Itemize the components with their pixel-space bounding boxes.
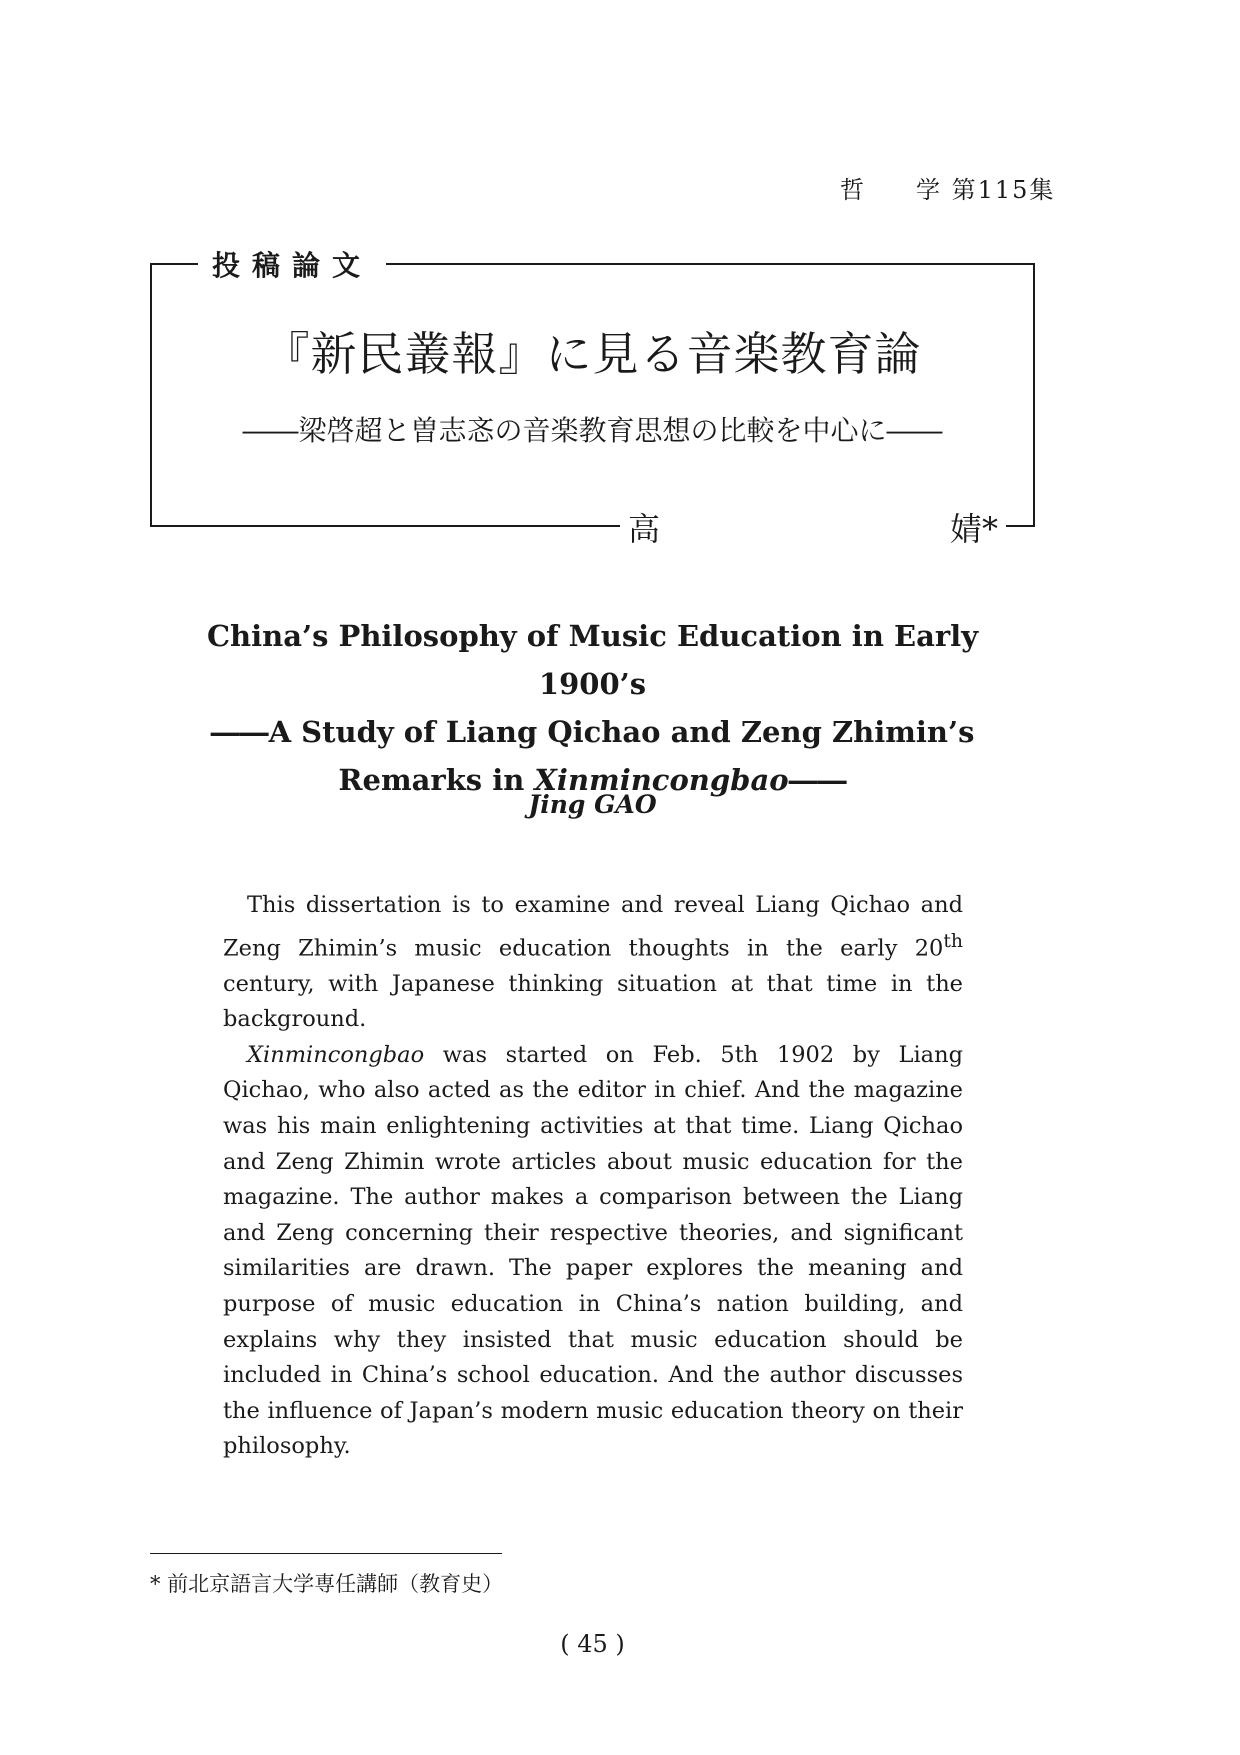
japanese-subtitle: ――梁啓超と曽志忞の音楽教育思想の比較を中心に―― xyxy=(242,414,943,447)
abstract-p1-superscript: th xyxy=(943,930,963,952)
title-frame-left xyxy=(150,263,152,526)
english-title-line1: China’s Philosophy of Music Education in Early 1900’s xyxy=(206,619,979,701)
japanese-author xyxy=(620,504,1006,550)
abstract xyxy=(223,888,963,1465)
category-label: 投稿論文 xyxy=(198,244,386,284)
footnote-rule xyxy=(150,1553,502,1554)
author-given-name: 婧* xyxy=(949,510,998,548)
footnote: * 前北京語言大学専任講師（教育史） xyxy=(150,1572,504,1596)
abstract-paragraph-2 xyxy=(223,1038,963,1465)
title-line3-suffix: ―― xyxy=(788,763,847,797)
title-frame-right xyxy=(1033,263,1035,526)
title-line3-prefix: Remarks in xyxy=(338,763,535,797)
english-title-line2: ――A Study of Liang Qichao and Zeng Zhimin’s xyxy=(210,715,975,749)
abstract-paragraph-1 xyxy=(223,888,963,1038)
journal-name-part1: 哲 xyxy=(840,176,866,204)
journal-header xyxy=(840,170,1090,205)
english-author: Jing GAO xyxy=(528,790,657,819)
page-number: ( 45 ) xyxy=(560,1630,625,1658)
english-title xyxy=(150,612,1035,804)
japanese-title: 『新民叢報』に見る音楽教育論 xyxy=(263,327,922,381)
abstract-p2-text: was started on Feb. 5th 1902 by Liang Qichao, who also acted as the editor in chief. And the magazine was his main enlightening activities at that time. Liang Qichao and Zeng Zhimin wrote articles about music education for the magazine. The author makes a comparison between the Liang and Zeng concerning their respective theories, and significant similarities are drawn. The paper explores the meaning and purpose of music education in China’s nation building, and explains why they insisted that music education should be included in China’s school education. And the author discusses the influence of Japan’s modern music education theory on their philosophy. xyxy=(223,1041,963,1460)
author-surname: 高 xyxy=(628,510,661,548)
abstract-p2-italic: Xinmincongbao xyxy=(247,1041,425,1068)
journal-name-part2: 学 第115集 xyxy=(916,176,1056,204)
title-line3-italic: Xinmincongbao xyxy=(534,763,789,797)
abstract-p1-text: This dissertation is to examine and reveal Liang Qichao and Zeng Zhimin’s music education thoughts in the early 20 xyxy=(223,892,963,962)
abstract-p1-text-cont: century, with Japanese thinking situation at that time in the background. xyxy=(223,970,963,1033)
